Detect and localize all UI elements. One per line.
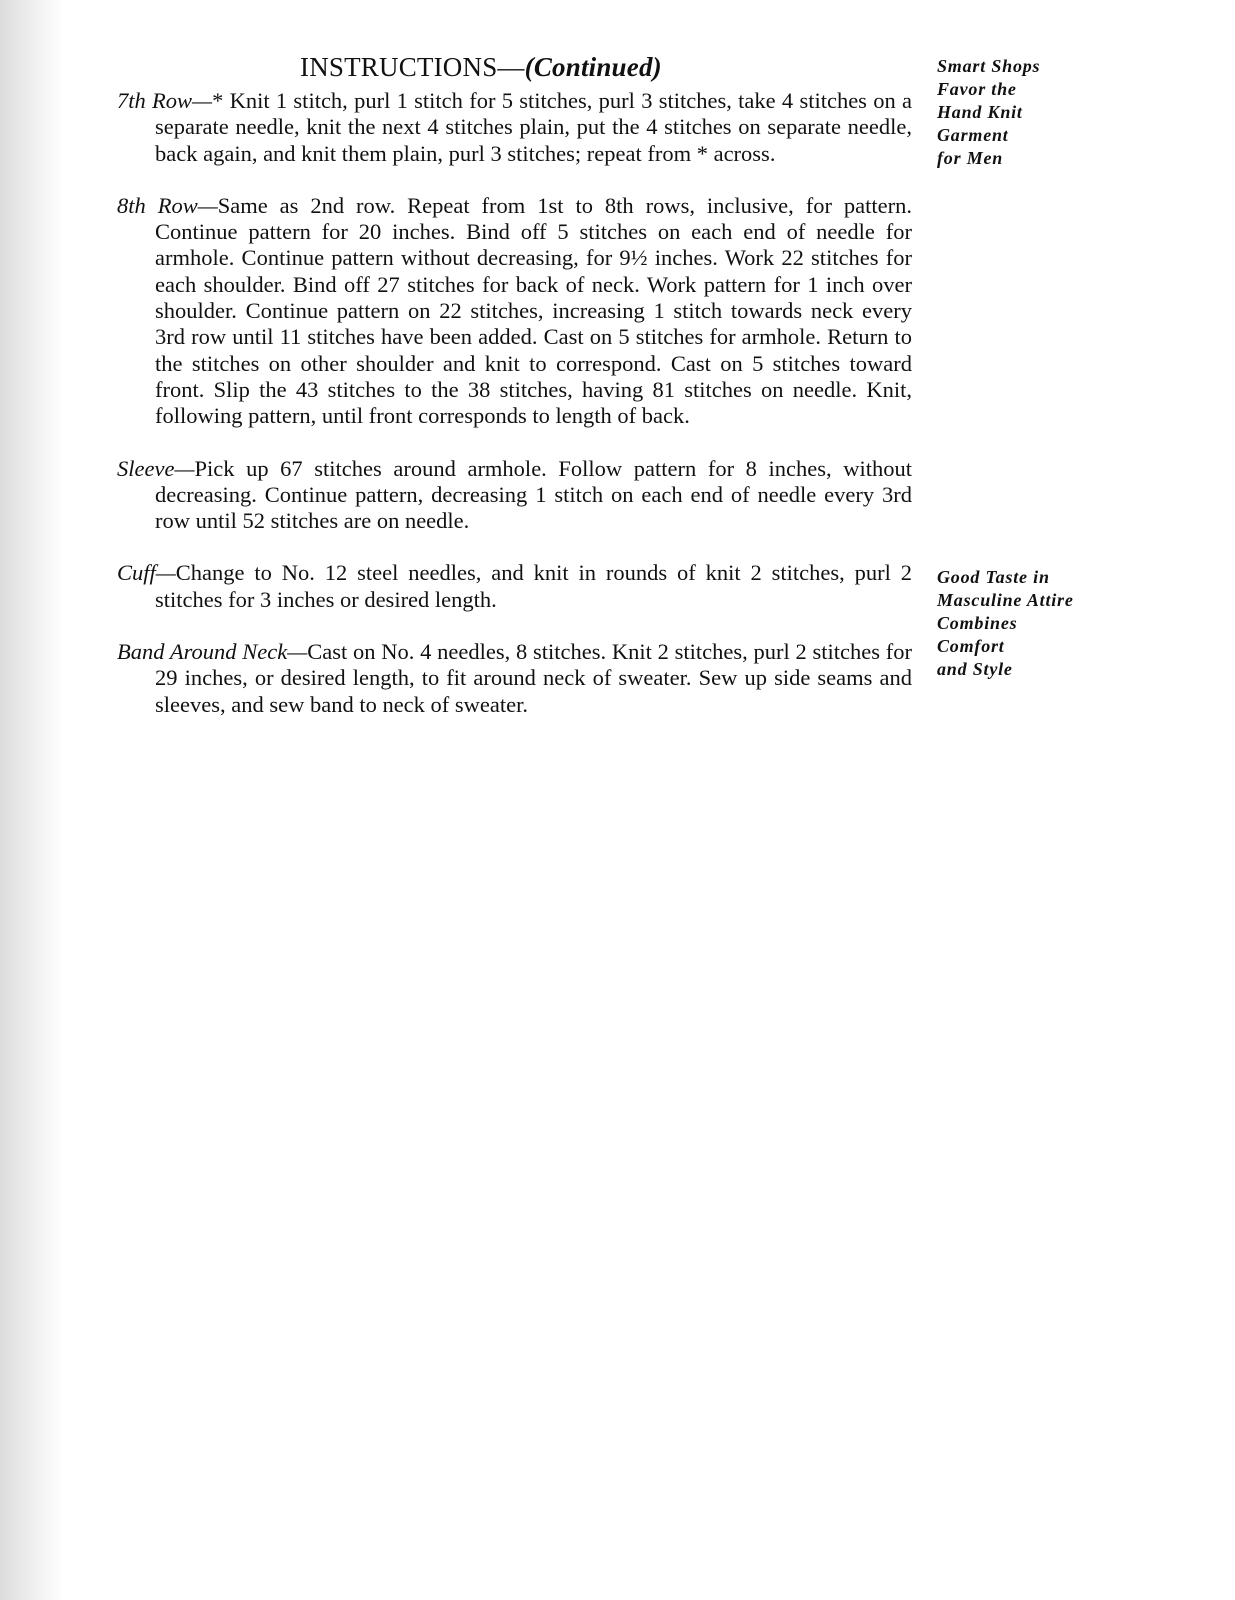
paragraph-lead: 7th Row—	[117, 88, 213, 113]
paragraph-text: Change to No. 12 steel needles, and knit in rounds of knit 2 stitches, purl 2 stitches for 3 inches or desired length.	[155, 560, 912, 612]
paragraph-band-around-neck	[117, 639, 912, 718]
paragraph-text: Same as 2nd row. Repeat from 1st to 8th rows, inclusive, for pattern. Continue pattern for 20 inches. Bind off 5 stitches on each end of needle for armhole. Continue pattern without decreasing, for 9½ inches. Work 22 stitches for each shoulder. Bind off 27 stitches for back of neck. Work pattern for 1 inch over shoulder. Continue pattern on 22 stitches, increasing 1 stitch towards neck every 3rd row until 11 stitches have been added. Cast on 5 stitches for armhole. Return to the stitches on other shoulder and knit to correspond. Cast on 5 stitches toward front. Slip the 43 stitches to the 38 stitches, having 81 stitches on needle. Knit, following pattern, until front corresponds to length of back.	[155, 192, 912, 429]
heading-main: INSTRUCTIONS—	[300, 52, 525, 82]
margin-note-line: for Men	[937, 148, 1004, 168]
margin-note-line: and Style	[937, 659, 1013, 679]
margin-note-line: Smart Shops	[937, 56, 1041, 76]
margin-note-line: Favor the	[937, 79, 1017, 99]
paragraph-cuff	[117, 560, 912, 613]
margin-note-line: Combines	[937, 613, 1018, 633]
instructions-body	[117, 88, 912, 744]
margin-note-good-taste	[937, 566, 1117, 681]
paragraph-7th-row	[117, 88, 912, 167]
paragraph-lead: Sleeve—	[117, 455, 195, 481]
margin-note-line: Comfort	[937, 636, 1005, 656]
paragraph-text: Pick up 67 stitches around armhole. Follow pattern for 8 inches, without decreasing. Continue pattern, decreasing 1 stitch on each end of needle every 3rd row until 52 stitches are on needle.	[155, 455, 912, 534]
paragraph-text: Cast on No. 4 needles, 8 stitches. Knit 2 stitches, purl 2 stitches for 29 inches, or desired length, to fit around neck of sweater. Sew up side seams and sleeves, and sew band to neck of sweater.	[155, 639, 912, 717]
margin-note-line: Garment	[937, 125, 1009, 145]
page-edge-shadow	[0, 0, 64, 1600]
paragraph-lead: Band Around Neck—	[117, 639, 308, 665]
paragraph-lead: 8th Row—	[117, 192, 218, 218]
paragraph-8th-row	[117, 193, 912, 430]
margin-note-line: Good Taste in	[937, 567, 1050, 587]
margin-note-smart-shops	[937, 55, 1117, 170]
margin-note-line: Masculine Attire	[937, 590, 1074, 610]
paragraph-lead: Cuff—	[117, 560, 176, 586]
page-heading	[300, 50, 720, 84]
margin-note-line: Hand Knit	[937, 102, 1023, 122]
paragraph-text: * Knit 1 stitch, purl 1 stitch for 5 stitches, purl 3 stitches, take 4 stitches on a separate needle, knit the next 4 stitches plain, put the 4 stitches on separate needle, back again, and knit them plain, purl 3 stitches; repeat from * across.	[155, 88, 912, 166]
heading-continued: (Continued)	[524, 52, 662, 82]
paragraph-sleeve	[117, 456, 912, 535]
